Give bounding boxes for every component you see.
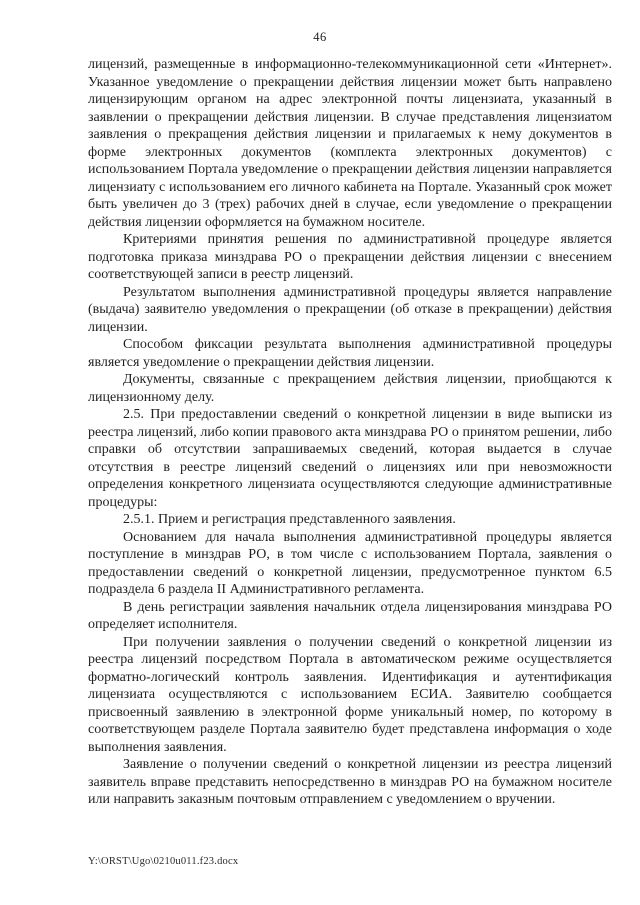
paragraph: Способом фиксации результата выполнения административной процедуры является уведомление о прекращении действия лицензии. (88, 337, 612, 370)
paragraph: Заявление о получении сведений о конкретной лицензии из реестра лицензий заявитель вправе представить непосредственно в минздрав РО на бумажном носителе или направить заказным почтовым отправлением с уведомлением о вручении. (88, 757, 612, 807)
document-body (88, 56, 612, 809)
paragraph: Результатом выполнения административной процедуры является направление (выдача) заявителю уведомления о прекращении (об отказе в прекращении) действия лицензии. (88, 284, 612, 335)
paragraph: Критериями принятия решения по административной процедуре является подготовка приказа минздрава РО о прекращении действия лицензии с внесением соответствующей записи в реестр лицензий. (88, 232, 612, 282)
paragraph: Основанием для начала выполнения административной процедуры является поступление в минздрав РО, в том числе с использованием Портала, заявления о предоставлении сведений о конкретной лицензии, предусмотренное пунктом 6.5 подраздела 6 раздела II Административного регламента. (88, 529, 612, 597)
paragraph: В день регистрации заявления начальник отдела лицензирования минздрава РО определяет исполнителя. (88, 599, 612, 632)
paragraph-section-2-5: 2.5. При предоставлении сведений о конкретной лицензии в виде выписки из реестра лицензий, либо копии правового акта минздрава РО о принятом решении, либо справки об отсутствии запрашиваемых сведений, которая выдается в случае отсутствия в реестре лицензий сведений о лицензиях или при невозможности определения конкретного лицензиата осуществляются следующие административные процедуры: (88, 407, 612, 510)
page-number: 46 (313, 30, 327, 44)
paragraph: Документы, связанные с прекращением действия лицензии, приобщаются к лицензионному делу. (88, 372, 612, 405)
paragraph-section-2-5-1: 2.5.1. Прием и регистрация представленного заявления. (123, 512, 456, 527)
file-path-footer: Y:\ORST\Ugo\0210u011.f23.docx (88, 856, 239, 867)
paragraph: лицензий, размещенные в информационно-телекоммуникационной сети «Интернет». Указанное уведомление о прекращении действия лицензии может быть направлено лицензирующим органом на адрес электронной почты лицензиата, указанный в заявлении о прекращении действия лицензии. В случае представления лицензиатом заявления о прекращения действия лицензии и прилагаемых к нему документов в форме электронных документов (комплекта электронных документов) с использованием Портала уведомление о прекращении действия лицензии направляется лицензиату с использованием его личного кабинета на Портале. Указанный срок может быть увеличен до 3 (трех) рабочих дней в случае, если уведомление о прекращении действия лицензии оформляется на бумажном носителе. (88, 57, 612, 230)
paragraph: При получении заявления о получении сведений о конкретной лицензии из реестра лицензий посредством Портала в автоматическом режиме осуществляется форматно-логический контроль заявления. Идентификация и аутентификация лицензиата осуществляются с использованием ЕСИА. Заявителю сообщается присвоенный заявлению в электронной форме уникальный номер, по которому в соответствующем разделе Портала заявителю будет представлена информация о ходе выполнения заявления. (88, 634, 612, 755)
